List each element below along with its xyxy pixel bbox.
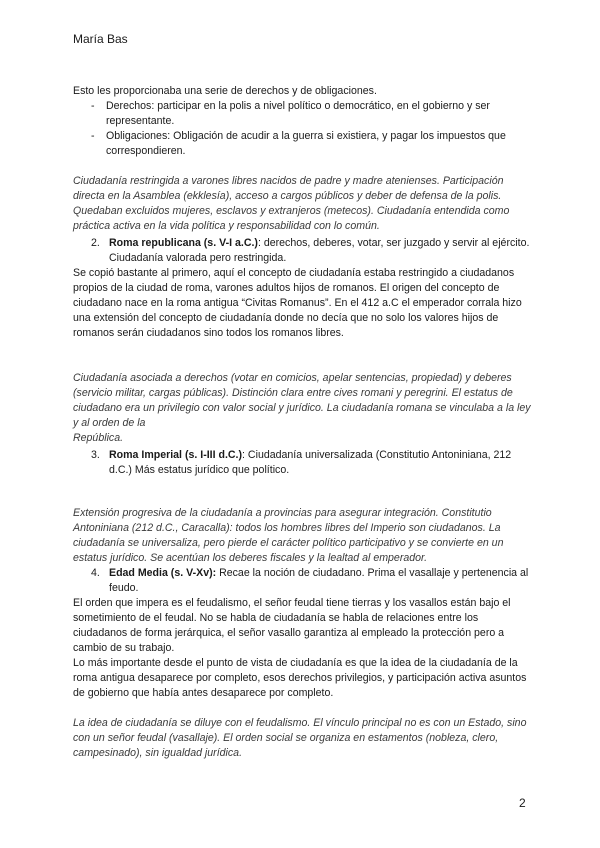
section-number: 3. — [91, 449, 100, 461]
section-text: Recae la noción de ciudadano. Prima el vasallaje y pertenencia al feudo. — [109, 567, 529, 594]
section-title: Edad Media (s. V-Xv): — [109, 567, 217, 579]
section-title: Roma Imperial (s. I-III d.C.) — [109, 449, 243, 461]
paragraph-ciudadania-antigua: Lo más importante desde el punto de vista de ciudadanía es que la idea de la ciudadanía de la roma antigua desaparece por completo, esos derechos privilegios, y participación activa asuntos de gobierno que había antes desaparece por completo. — [73, 657, 527, 699]
section-roma-republicana — [73, 236, 533, 266]
header-author: María Bas — [73, 32, 128, 46]
paragraph-roma-republicana: Se copió bastante al primero, aquí el concepto de ciudadanía estaba restringido a ciudadanos propios de la ciudad de roma, varones adultos hijos de romanos. El origen del concepto de ciudadano nace en la roma antigua “Civitas Romanus”. En el 412 a.C el emperador corrala hizo una extensión del concepto de ciudadanía donde no decía que no solo los valores hijos de romanos serán ciudadanos sino todos los romanos libres. — [73, 267, 522, 339]
note-roma-imperial: Extensión progresiva de la ciudadanía a provincias para asegurar integración. Constitutio Antoniniana (212 d.C., Caracalla): todos los hombres libres del Imperio son ciudadanos. La ciudadanía se universaliza, pero pierde el carácter político participativo y se convierte en un estatus jurídico. Se acentúan los deberes fiscales y la lealtad al emperador. — [73, 507, 504, 564]
section-title: Roma republicana (s. V-I a.C.) — [109, 237, 258, 249]
note-roma-republicana: Ciudadanía asociada a derechos (votar en comicios, apelar sentencias, propiedad) y deberes (servicio militar, cargas públicas). Distinción clara entre cives romani y peregrini. El estatus de ciudadano era un privilegio con valor social y jurídico. La ciudadanía romana se vinculaba a la ley y al orden de la — [73, 372, 531, 429]
list-item-obligations: - Obligaciones: Obligación de acudir a la guerra si existiera, y pagar los impuestos que correspondieren. — [73, 129, 533, 159]
note-athens: Ciudadanía restringida a varones libres nacidos de padre y madre atenienses. Participación directa en la Asamblea (ekklesía), acceso a cargos públicos y deber de defensa de la polis. Quedaban excluidos mujeres, esclavos y extranjeros (metecos). Ciudadanía entendida como práctica activa en la vida política y responsabilidad con lo común. — [73, 175, 510, 232]
section-roma-imperial — [73, 448, 533, 478]
section-text: : Ciudadanía universalizada (Constitutio Antoniniana, 212 d.C.) Más estatus jurídico que político. — [109, 449, 512, 476]
note-edad-media: La idea de ciudadanía se diluye con el feudalismo. El vínculo principal no es con un Estado, sino con un señor feudal (vasallaje). El orden social se organiza en estamentos (nobleza, clero, campesinado), sin igualdad jurídica. — [73, 717, 527, 759]
rights-list — [73, 99, 533, 159]
page-content — [73, 84, 533, 761]
section-text: : derechos, deberes, votar, ser juzgado y servir al ejército. Ciudadanía valorada pero restringida. — [109, 237, 530, 264]
note-roma-republicana-end: República. — [73, 432, 124, 444]
intro-paragraph: Esto les proporcionaba una serie de derechos y de obligaciones. — [73, 85, 377, 97]
list-item-rights: - Derechos: participar en la polis a nivel político o democrático, en el gobierno y ser representante. — [73, 99, 533, 129]
section-edad-media — [73, 566, 533, 596]
paragraph-feudalismo: El orden que impera es el feudalismo, el señor feudal tiene tierras y los vasallos están bajo el sometimiento de el feudal. No se habla de ciudadanía se habla de relaciones entre los ciudadanos de forma jerárquica, el señor vasallo garantiza al empleado la protección pero a cambio de su trabajo. — [73, 597, 511, 654]
page-number: 2 — [519, 796, 526, 810]
section-number: 2. — [91, 237, 100, 249]
section-number: 4. — [91, 567, 100, 579]
